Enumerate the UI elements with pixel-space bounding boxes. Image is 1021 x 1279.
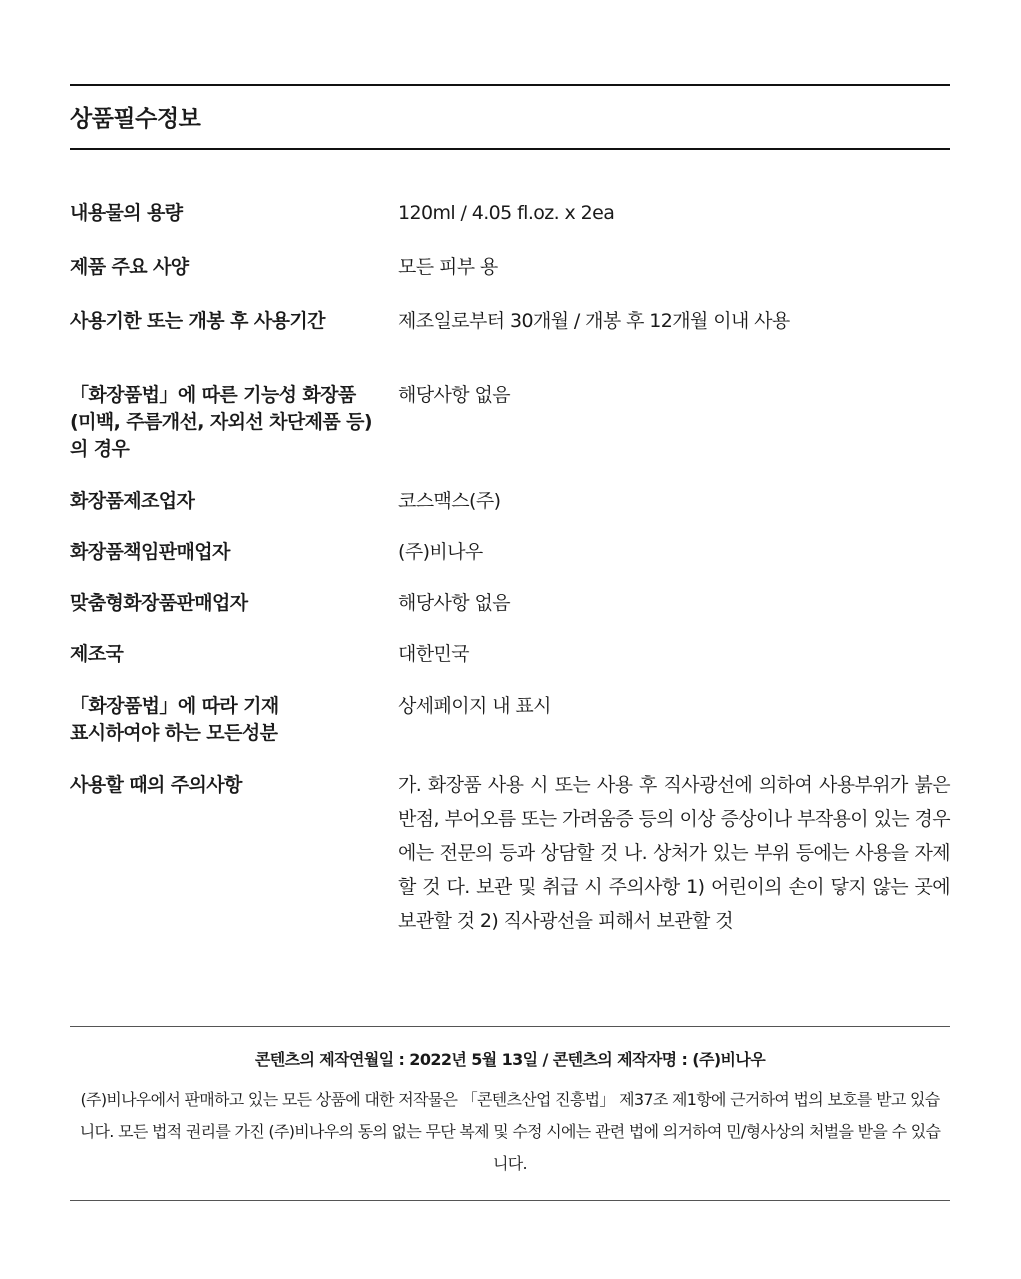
info-value: 제조일로부터 30개월 / 개봉 후 12개월 이내 사용 <box>398 310 790 332</box>
info-value: 120ml / 4.05 fl.oz. x 2ea <box>398 202 615 224</box>
info-value: 상세페이지 내 표시 <box>398 695 551 717</box>
info-label: 맞춤형화장품판매업자 <box>70 592 248 614</box>
content-credit: 콘텐츠의 제작연월일 : 2022년 5월 13일 / 콘텐츠의 제작자명 : (주)비나우 <box>254 1050 766 1069</box>
product-info-section <box>70 84 950 1173</box>
info-value: (주)비나우 <box>398 541 483 563</box>
info-label: 「화장품법」에 따른 기능성 화장품 (미백, 주름개선, 자외선 차단제품 등) 의 경우 <box>70 384 373 460</box>
info-label: 사용기한 또는 개봉 후 사용기간 <box>70 310 325 332</box>
copyright-footer <box>70 1048 950 1180</box>
info-label: 사용할 때의 주의사항 <box>70 774 242 796</box>
info-value: 모든 피부 용 <box>398 256 498 278</box>
info-label: 제조국 <box>70 643 124 665</box>
footer-bottom-divider <box>70 1200 950 1201</box>
info-value: 코스맥스(주) <box>398 490 501 512</box>
info-value: 가. 화장품 사용 시 또는 사용 후 직사광선에 의하여 사용부위가 붉은 반점, 부어오름 또는 가려움증 등의 이상 증상이나 부작용이 있는 경우에는 전문의 등과 상담할 것 나. 상처가 있는 부위 등에는 사용을 자제할 것 다. 보관 및 취급 시 주의사항 1) 어린이의 손이 닿지 않는 곳에 보관할 것 2) 직사광선을 피해서 보관할 것 <box>398 774 950 932</box>
title-divider <box>70 148 950 150</box>
info-label: 화장품책임판매업자 <box>70 541 230 563</box>
info-value: 해당사항 없음 <box>398 384 510 406</box>
info-label: 제품 주요 사양 <box>70 256 189 278</box>
info-value: 해당사항 없음 <box>398 592 510 614</box>
copyright-notice: (주)비나우에서 판매하고 있는 모든 상품에 대한 저작물은 「콘텐츠산업 진흥법」 제37조 제1항에 근거하여 법의 보호를 받고 있습니다. 모든 법적 권리를 가진 (주)비나우의 동의 없는 무단 복제 및 수정 시에는 관련 법에 의거하여 민/형사상의 처벌을 받을 수 있습니다. <box>79 1090 941 1173</box>
footer-top-divider <box>70 1026 950 1027</box>
info-label: 내용물의 용량 <box>70 202 183 224</box>
info-label: 「화장품법」에 따라 기재 표시하여야 하는 모든성분 <box>70 695 279 744</box>
section-title: 상품필수정보 <box>70 106 201 132</box>
info-label: 화장품제조업자 <box>70 490 195 512</box>
info-value: 대한민국 <box>398 643 470 665</box>
